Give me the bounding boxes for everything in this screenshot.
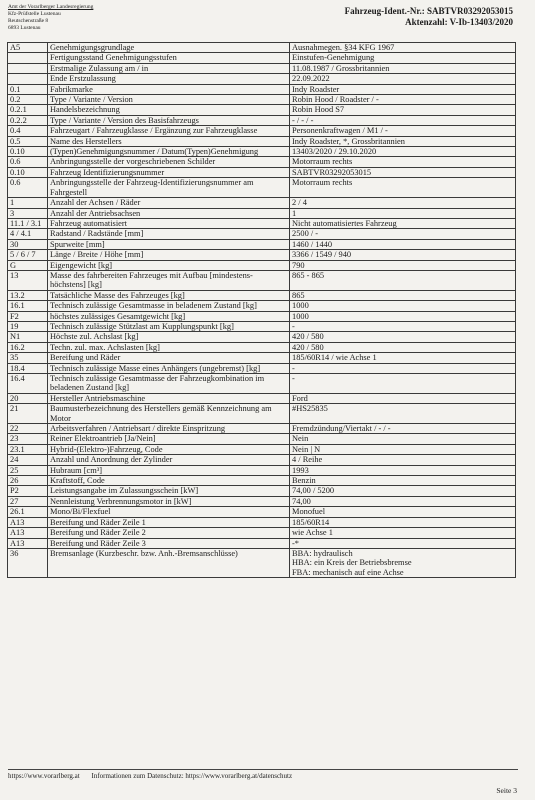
cell-value: 420 / 580 — [290, 342, 516, 352]
cell-label: Kraftstoff, Code — [48, 476, 290, 486]
cell-value: Nicht automatisiertes Fahrzeug — [290, 218, 516, 228]
cell-value: 1 — [290, 208, 516, 218]
sender-line: 6893 Lustenau — [8, 25, 41, 31]
table-row — [8, 218, 516, 228]
cell-code: 0.2 — [8, 95, 48, 105]
table-row — [8, 363, 516, 373]
cell-value: #HS25835 — [290, 404, 516, 424]
cell-code: G — [8, 260, 48, 270]
table-row — [8, 342, 516, 352]
table-row — [8, 332, 516, 342]
cell-label: Anzahl und Anordnung der Zylinder — [48, 455, 290, 465]
file-number: Aktenzahl: V-Ib-13403/2020 — [405, 17, 513, 27]
table-row — [8, 496, 516, 506]
cell-code: A5 — [8, 43, 48, 53]
sender-line: Amt der Vorarlberger Landesregierung — [8, 4, 94, 10]
cell-label: Genehmigungsgrundlage — [48, 43, 290, 53]
cell-value: - — [290, 374, 516, 394]
cell-value: 74,00 / 5200 — [290, 486, 516, 496]
cell-label: Anzahl der Achsen / Räder — [48, 198, 290, 208]
cell-code — [8, 74, 48, 84]
cell-value: Monofuel — [290, 507, 516, 517]
cell-code: 0.10 — [8, 147, 48, 157]
table-row — [8, 74, 516, 84]
table-row — [8, 167, 516, 177]
vehicle-ident-number: Fahrzeug-Ident.-Nr.: SABTVR03292053015 — [344, 6, 513, 16]
cell-code: 26.1 — [8, 507, 48, 517]
privacy-info[interactable]: Informationen zum Datenschutz: https://www.vorarlberg.at/datenschutz — [91, 772, 293, 780]
cell-label: Technisch zulässige Stützlast am Kupplungspunkt [kg] — [48, 321, 290, 331]
cell-value: 185/60R14 — [290, 517, 516, 527]
cell-code: 20 — [8, 393, 48, 403]
cell-value: Personenkraftwagen / M1 / - — [290, 126, 516, 136]
cell-code: 0.2.1 — [8, 105, 48, 115]
cell-label: Hybrid-(Elektro-)Fahrzeug, Code — [48, 444, 290, 454]
table-row — [8, 53, 516, 63]
cell-label: Anbringungsstelle der Fahrzeug-Identifizierungsnummer am Fahrgestell — [48, 178, 290, 198]
table-row — [8, 126, 516, 136]
cell-code: N1 — [8, 332, 48, 342]
sender-line: Kfz-Prüfstelle Lustenau — [8, 11, 61, 17]
cell-label: Type / Variante / Version — [48, 95, 290, 105]
cell-code: 36 — [8, 548, 48, 577]
cell-value: - / - / - — [290, 115, 516, 125]
cell-label: (Typen)Genehmigungsnummer / Datum(Typen)Genehmigung — [48, 147, 290, 157]
table-row — [8, 424, 516, 434]
cell-code: A13 — [8, 538, 48, 548]
cell-value: 4 / Reihe — [290, 455, 516, 465]
table-row — [8, 434, 516, 444]
cell-value: - — [290, 321, 516, 331]
cell-code: 5 / 6 / 7 — [8, 250, 48, 260]
cell-label: Technisch zulässige Masse eines Anhängers (ungebremst) [kg] — [48, 363, 290, 373]
cell-label: Hubraum [cm³] — [48, 465, 290, 475]
cell-code: 0.6 — [8, 157, 48, 167]
cell-label: Fahrzeug Identifizierungsnummer — [48, 167, 290, 177]
cell-value: 74,00 — [290, 496, 516, 506]
cell-value: 185/60R14 / wie Achse 1 — [290, 353, 516, 363]
cell-label: Handelsbezeichnung — [48, 105, 290, 115]
cell-code: 16.1 — [8, 301, 48, 311]
cell-code: 24 — [8, 455, 48, 465]
cell-code: 0.5 — [8, 136, 48, 146]
cell-label: Radstand / Radstände [mm] — [48, 229, 290, 239]
cell-code: 22 — [8, 424, 48, 434]
cell-label: Bereifung und Räder Zeile 2 — [48, 528, 290, 538]
cell-code: 16.4 — [8, 374, 48, 394]
cell-label: Reiner Elektroantrieb [Ja/Nein] — [48, 434, 290, 444]
table-row — [8, 528, 516, 538]
cell-value: 790 — [290, 260, 516, 270]
cell-value: 420 / 580 — [290, 332, 516, 342]
cell-value: Fremdzündung/Viertakt / - / - — [290, 424, 516, 434]
cell-value: Benzin — [290, 476, 516, 486]
cell-value: 1993 — [290, 465, 516, 475]
table-row — [8, 476, 516, 486]
cell-code: 3 — [8, 208, 48, 218]
table-row — [8, 311, 516, 321]
cell-code: A13 — [8, 517, 48, 527]
cell-value: 1000 — [290, 301, 516, 311]
cell-label: Fahrzeugart / Fahrzeugklasse / Ergänzung zur Fahrzeugklasse — [48, 126, 290, 136]
cell-code — [8, 63, 48, 73]
table-row — [8, 290, 516, 300]
cell-label: Bereifung und Räder — [48, 353, 290, 363]
table-row — [8, 455, 516, 465]
cell-value: 1460 / 1440 — [290, 239, 516, 249]
cell-value: 3366 / 1549 / 940 — [290, 250, 516, 260]
cell-value: wie Achse 1 — [290, 528, 516, 538]
table-row — [8, 486, 516, 496]
cell-label: Hersteller Antriebsmaschine — [48, 393, 290, 403]
cell-code: 18.4 — [8, 363, 48, 373]
cell-value: Nein | N — [290, 444, 516, 454]
cell-label: Länge / Breite / Höhe [mm] — [48, 250, 290, 260]
cell-label: Arbeitsverfahren / Antriebsart / direkte Einspritzung — [48, 424, 290, 434]
cell-label: Leistungsangabe im Zulassungsschein [kW] — [48, 486, 290, 496]
cell-value: SABTVR03292053015 — [290, 167, 516, 177]
cell-label: Technisch zulässige Gesamtmasse der Fahrzeugkombination im beladenen Zustand [kg] — [48, 374, 290, 394]
cell-label: Fertigungsstand Genehmigungsstufen — [48, 53, 290, 63]
cell-code: 4 / 4.1 — [8, 229, 48, 239]
page-number: Seite 3 — [496, 786, 517, 795]
vehicle-data-table — [7, 42, 516, 578]
table-row — [8, 260, 516, 270]
sender-address — [8, 4, 128, 32]
table-row — [8, 444, 516, 454]
cell-value: - — [290, 363, 516, 373]
cell-code: 0.10 — [8, 167, 48, 177]
cell-label: Anzahl der Antriebsachsen — [48, 208, 290, 218]
cell-label: höchstes zulässiges Gesamtgewicht [kg] — [48, 311, 290, 321]
cell-code: 16.2 — [8, 342, 48, 352]
cell-label: Eigengewicht [kg] — [48, 260, 290, 270]
cell-value: 1000 — [290, 311, 516, 321]
table-row — [8, 63, 516, 73]
cell-value: Ford — [290, 393, 516, 403]
table-row — [8, 136, 516, 146]
table-row — [8, 353, 516, 363]
cell-label: Type / Variante / Version des Basisfahrzeugs — [48, 115, 290, 125]
cell-label: Technisch zulässige Gesamtmasse in beladenem Zustand [kg] — [48, 301, 290, 311]
cell-label: Fabrikmarke — [48, 84, 290, 94]
cell-code: 35 — [8, 353, 48, 363]
table-row — [8, 404, 516, 424]
cell-value: Indy Roadster — [290, 84, 516, 94]
cell-value: 865 — [290, 290, 516, 300]
cell-label: Anbringungsstelle der vorgeschriebenen Schilder — [48, 157, 290, 167]
cell-label: Techn. zul. max. Achslasten [kg] — [48, 342, 290, 352]
cell-code: 26 — [8, 476, 48, 486]
cell-label: Höchste zul. Achslast [kg] — [48, 332, 290, 342]
table-row — [8, 157, 516, 167]
cell-code: 27 — [8, 496, 48, 506]
footer — [8, 769, 518, 780]
cell-value: 11.08.1987 / Grossbritannien — [290, 63, 516, 73]
cell-value: Motorraum rechts — [290, 178, 516, 198]
cell-value: 865 - 865 — [290, 270, 516, 290]
cell-label: Bereifung und Räder Zeile 1 — [48, 517, 290, 527]
cell-code: 19 — [8, 321, 48, 331]
cell-code: 11.1 / 3.1 — [8, 218, 48, 228]
table-row — [8, 115, 516, 125]
cell-label: Fahrzeug automatisiert — [48, 218, 290, 228]
cell-label: Masse des fahrbereiten Fahrzeuges mit Aufbau [mindestens-höchstens] [kg] — [48, 270, 290, 290]
table-row — [8, 393, 516, 403]
cell-label: Spurweite [mm] — [48, 239, 290, 249]
cell-label: Tatsächliche Masse des Fahrzeuges [kg] — [48, 290, 290, 300]
cell-code: 13.2 — [8, 290, 48, 300]
cell-label: Bereifung und Räder Zeile 3 — [48, 538, 290, 548]
cell-code: 21 — [8, 404, 48, 424]
cell-code: 0.6 — [8, 178, 48, 198]
cell-code: P2 — [8, 486, 48, 496]
table-row — [8, 95, 516, 105]
cell-label: Mono/Bi/Flexfuel — [48, 507, 290, 517]
table-row — [8, 538, 516, 548]
table-row — [8, 321, 516, 331]
table-row — [8, 374, 516, 394]
cell-value: Einstufen-Genehmigung — [290, 53, 516, 63]
cell-code: F2 — [8, 311, 48, 321]
table-row — [8, 465, 516, 475]
table-row — [8, 270, 516, 290]
cell-code: 1 — [8, 198, 48, 208]
cell-code: 0.2.2 — [8, 115, 48, 125]
cell-code: 23 — [8, 434, 48, 444]
cell-label: Ende Erstzulassung — [48, 74, 290, 84]
cell-code: 13 — [8, 270, 48, 290]
table-row — [8, 548, 516, 577]
vehicle-ident-header — [345, 6, 513, 28]
cell-code: 23.1 — [8, 444, 48, 454]
cell-code: 25 — [8, 465, 48, 475]
table-row — [8, 178, 516, 198]
table-row — [8, 239, 516, 249]
table-row — [8, 84, 516, 94]
cell-value: Ausnahmegen. §34 KFG 1967 — [290, 43, 516, 53]
cell-code: 0.4 — [8, 126, 48, 136]
table-row — [8, 517, 516, 527]
cell-label: Erstmalige Zulassung am / in — [48, 63, 290, 73]
table-row — [8, 198, 516, 208]
table-row — [8, 105, 516, 115]
cell-value: 2 / 4 — [290, 198, 516, 208]
table-row — [8, 43, 516, 53]
cell-code: 0.1 — [8, 84, 48, 94]
cell-label: Bremsanlage (Kurzbeschr. bzw. Anh.-Bremsanschlüsse) — [48, 548, 290, 577]
cell-code: 30 — [8, 239, 48, 249]
cell-label: Baumusterbezeichnung des Herstellers gemäß Kennzeichnung am Motor — [48, 404, 290, 424]
cell-label: Nennleistung Verbrennungsmotor in [kW] — [48, 496, 290, 506]
cell-value: Robin Hood S7 — [290, 105, 516, 115]
cell-value: Motorraum rechts — [290, 157, 516, 167]
cell-value: Nein — [290, 434, 516, 444]
cell-value: BBA: hydraulisch HBA: ein Kreis der Betriebsbremse FBA: mechanisch auf eine Achse — [290, 548, 516, 577]
cell-value: 22.09.2022 — [290, 74, 516, 84]
table-row — [8, 147, 516, 157]
cell-value: Indy Roadster, *, Grossbritannien — [290, 136, 516, 146]
cell-value: 13403/2020 / 29.10.2020 — [290, 147, 516, 157]
cell-value: 2500 / - — [290, 229, 516, 239]
table-row — [8, 507, 516, 517]
cell-label: Name des Herstellers — [48, 136, 290, 146]
table-row — [8, 229, 516, 239]
cell-value: -* — [290, 538, 516, 548]
website-link[interactable]: https://www.vorarlberg.at — [8, 772, 80, 780]
cell-value: Robin Hood / Roadster / - — [290, 95, 516, 105]
table-row — [8, 301, 516, 311]
cell-code: A13 — [8, 528, 48, 538]
sender-line: Reutschenstraße 8 — [8, 18, 49, 24]
cell-code — [8, 53, 48, 63]
table-row — [8, 250, 516, 260]
table-row — [8, 208, 516, 218]
